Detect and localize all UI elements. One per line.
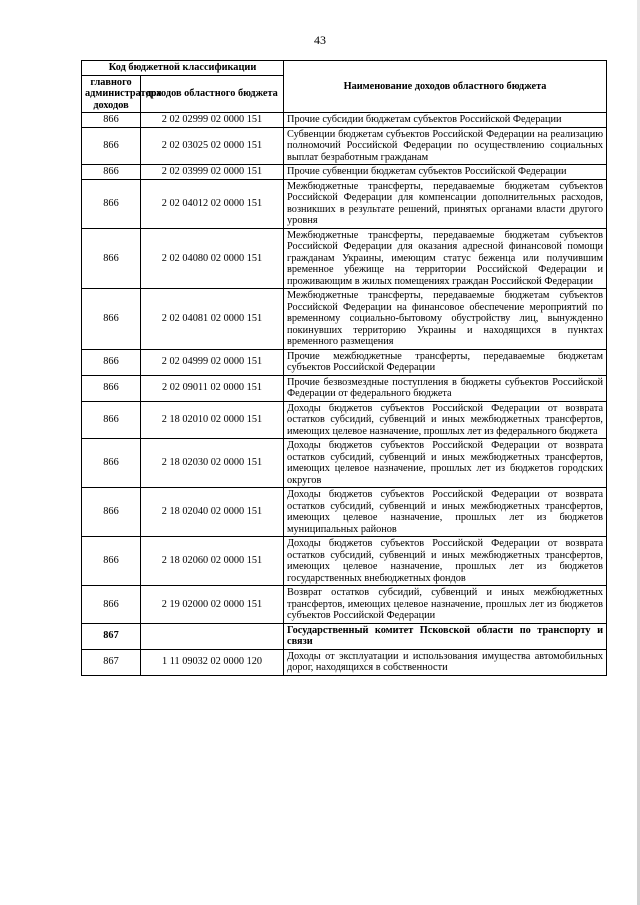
admin-code-cell: 866 [82, 439, 141, 488]
income-name-cell: Прочие субвенции бюджетам субъектов Российской Федерации [284, 165, 607, 180]
income-name-cell: Прочие межбюджетные трансферты, передаваемые бюджетам субъектов Российской Федерации [284, 349, 607, 375]
income-code-cell: 2 02 09011 02 0000 151 [141, 375, 284, 401]
admin-code-cell: 866 [82, 537, 141, 586]
table-row [82, 165, 607, 180]
table-row [82, 228, 607, 289]
admin-code-cell: 866 [82, 165, 141, 180]
income-code-cell: 2 02 04999 02 0000 151 [141, 349, 284, 375]
table-row [82, 488, 607, 537]
table-row [82, 649, 607, 675]
table-row [82, 349, 607, 375]
income-code-cell: 2 18 02060 02 0000 151 [141, 537, 284, 586]
admin-code-cell: 866 [82, 401, 141, 439]
income-code-cell: 2 02 04012 02 0000 151 [141, 179, 284, 228]
income-code-cell: 2 02 03999 02 0000 151 [141, 165, 284, 180]
income-name-cell: Доходы бюджетов субъектов Российской Федерации от возврата остатков субсидий, субвенций и иных межбюджетных трансфертов, имеющих целевое назначение, прошлых лет из федерального бюджета [284, 401, 607, 439]
income-name-cell: Доходы бюджетов субъектов Российской Федерации от возврата остатков субсидий, субвенций и иных межбюджетных трансфертов, имеющих целевое назначение, прошлых лет из бюджетов муниципальных районов [284, 488, 607, 537]
table-row [82, 375, 607, 401]
table-body [82, 113, 607, 676]
income-code-cell: 2 18 02030 02 0000 151 [141, 439, 284, 488]
table-row [82, 127, 607, 165]
income-name-cell: Межбюджетные трансферты, передаваемые бюджетам субъектов Российской Федерации на финансовое обеспечение мероприятий по временному социально-бытовому обустройству лиц, вынужденно покинувших территорию Украины и находящихся в пунктах временного размещения [284, 289, 607, 350]
table-row [82, 439, 607, 488]
table-row [82, 586, 607, 624]
header-admin: главного администратора доходов [82, 75, 141, 113]
admin-code-cell: 866 [82, 375, 141, 401]
income-name-cell: Межбюджетные трансферты, передаваемые бюджетам субъектов Российской Федерации для компенсации дополнительных расходов, возникших в результате решений, принятых органами власти другого уровня [284, 179, 607, 228]
header-group: Код бюджетной классификации [82, 61, 284, 76]
income-code-cell: 2 18 02010 02 0000 151 [141, 401, 284, 439]
admin-code-cell: 866 [82, 228, 141, 289]
admin-code-cell: 866 [82, 488, 141, 537]
admin-code-cell: 866 [82, 349, 141, 375]
income-code-cell: 2 02 02999 02 0000 151 [141, 113, 284, 128]
header-code: доходов областного бюджета [141, 75, 284, 113]
income-name-cell: Доходы бюджетов субъектов Российской Федерации от возврата остатков субсидий, субвенций и иных межбюджетных трансфертов, имеющих целевое назначение, прошлых лет из бюджетов государственных внебюджетных фондов [284, 537, 607, 586]
income-code-cell: 2 18 02040 02 0000 151 [141, 488, 284, 537]
income-name-cell: Субвенции бюджетам субъектов Российской Федерации на реализацию полномочий Российской Федерации по осуществлению социальных выплат безработным гражданам [284, 127, 607, 165]
admin-code-cell: 866 [82, 586, 141, 624]
income-name-cell: Возврат остатков субсидий, субвенций и иных межбюджетных трансфертов, имеющих целевое назначение, прошлых лет из бюджетов субъектов Российской Федерации [284, 586, 607, 624]
income-name-cell: Государственный комитет Псковской области по транспорту и связи [284, 623, 607, 649]
table-row [82, 623, 607, 649]
income-code-cell: 2 02 04080 02 0000 151 [141, 228, 284, 289]
table-row [82, 113, 607, 128]
admin-code-cell: 867 [82, 623, 141, 649]
income-code-cell: 2 19 02000 02 0000 151 [141, 586, 284, 624]
income-code-cell [141, 623, 284, 649]
income-name-cell: Межбюджетные трансферты, передаваемые бюджетам субъектов Российской Федерации для оказания адресной финансовой помощи гражданам Украины, имеющим статус беженца или получившим временное убежище на территории Российской Федерации и проживающим в жилых помещениях граждан Российской Федерации [284, 228, 607, 289]
income-name-cell: Доходы от эксплуатации и использования имущества автомобильных дорог, находящихся в собственности [284, 649, 607, 675]
table-row [82, 179, 607, 228]
admin-code-cell: 866 [82, 179, 141, 228]
income-name-cell: Прочие безвозмездные поступления в бюджеты субъектов Российской Федерации от федерального бюджета [284, 375, 607, 401]
income-code-cell: 1 11 09032 02 0000 120 [141, 649, 284, 675]
admin-code-cell: 866 [82, 113, 141, 128]
income-name-cell: Доходы бюджетов субъектов Российской Федерации от возврата остатков субсидий, субвенций и иных межбюджетных трансфертов, имеющих целевое назначение, прошлых лет из бюджетов городских округов [284, 439, 607, 488]
income-code-cell: 2 02 04081 02 0000 151 [141, 289, 284, 350]
page-number: 43 [314, 33, 326, 47]
header-name: Наименование доходов областного бюджета [284, 61, 607, 113]
budget-classification-table [81, 60, 607, 676]
income-name-cell: Прочие субсидии бюджетам субъектов Российской Федерации [284, 113, 607, 128]
table-row [82, 289, 607, 350]
admin-code-cell: 866 [82, 289, 141, 350]
table-row [82, 401, 607, 439]
admin-code-cell: 867 [82, 649, 141, 675]
table-row [82, 537, 607, 586]
admin-code-cell: 866 [82, 127, 141, 165]
income-code-cell: 2 02 03025 02 0000 151 [141, 127, 284, 165]
